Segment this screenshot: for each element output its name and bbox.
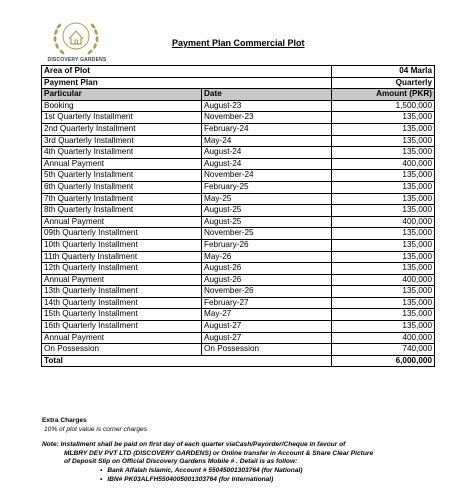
row-date: November-24 [202,170,332,182]
table-row [42,321,435,333]
row-date: February-25 [202,181,332,193]
row-particular: 2nd Quarterly Installment [42,123,202,135]
row-date: August-27 [202,332,332,344]
row-particular: 11th Quarterly Installment [42,251,202,263]
row-particular: 5th Quarterly Installment [42,170,202,182]
payment-note [42,441,452,484]
extra-charges-text: 10% of plot value is corner charges [44,425,147,433]
row-amount: 135,000 [332,297,435,309]
row-date: August-26 [202,274,332,286]
table-row [42,112,435,124]
row-particular: 09th Quarterly Installment [42,228,202,240]
row-amount: 135,000 [332,135,435,147]
row-particular: 16th Quarterly Installment [42,321,202,333]
row-date: February-26 [202,239,332,251]
row-date: May-24 [202,135,332,147]
row-particular: Annual Payment [42,274,202,286]
row-amount: 135,000 [332,193,435,205]
row-particular: 13th Quarterly Installment [42,286,202,298]
table-row [42,297,435,309]
row-date: August-24 [202,147,332,159]
row-date: August-23 [202,100,332,112]
row-particular: 3rd Quarterly Installment [42,135,202,147]
row-amount: 135,000 [332,239,435,251]
table-row [42,251,435,263]
header-particular: Particular [42,89,202,101]
row-particular: 8th Quarterly Installment [42,205,202,217]
note-line-2: MLBRY DEV PVT LTD (DISCOVERY GARDENS) or Online transfer in Account & Share Clear Picture [64,449,374,457]
row-amount: 135,000 [332,147,435,159]
table-row [42,100,435,112]
row-particular: Annual Payment [42,216,202,228]
row-amount: 135,000 [332,321,435,333]
table-row [42,228,435,240]
row-particular: 10th Quarterly Installment [42,239,202,251]
row-particular: Booking [42,100,202,112]
row-date: August-24 [202,158,332,170]
row-amount: 400,000 [332,158,435,170]
table-header-row [42,89,435,101]
row-date: November-25 [202,228,332,240]
row-date: February-24 [202,123,332,135]
plot-area-label: Area of Plot [42,66,332,78]
row-amount: 135,000 [332,286,435,298]
table-row [42,332,435,344]
row-particular: 4th Quarterly Installment [42,147,202,159]
header-date: Date [202,89,332,101]
payment-plan-value: Quarterly [332,77,435,89]
row-date: May-27 [202,309,332,321]
row-amount: 135,000 [332,170,435,182]
header-amount: Amount (PKR) [332,89,435,101]
row-date: On Possession [202,344,332,356]
table-row [42,274,435,286]
row-particular: Annual Payment [42,332,202,344]
extra-charges-heading: Extra Charges [42,417,87,424]
row-date: November-23 [202,112,332,124]
logo-caption: DISCOVERY GARDENS [47,57,107,63]
note-line-3: of Deposit Slip on Official Discovery Gardens Mobile # . Detail is as follow: [64,458,298,466]
row-amount: 400,000 [332,216,435,228]
table-row [42,216,435,228]
row-amount: 135,000 [332,251,435,263]
row-particular: 12th Quarterly Installment [42,263,202,275]
table-row [42,263,435,275]
row-date: May-26 [202,251,332,263]
row-particular: 6th Quarterly Installment [42,181,202,193]
row-date: August-27 [202,321,332,333]
plot-area-value: 04 Marla [332,66,435,78]
row-particular: 1st Quarterly Installment [42,112,202,124]
plot-area-row [42,66,435,78]
table-row [42,286,435,298]
row-date: February-27 [202,297,332,309]
row-particular: 14th Quarterly Installment [42,297,202,309]
row-amount: 135,000 [332,228,435,240]
notes-section [42,417,452,484]
row-amount: 135,000 [332,123,435,135]
table-row [42,147,435,159]
table-row [42,239,435,251]
row-date: August-26 [202,263,332,275]
payment-plan-table [41,65,435,367]
row-particular: 7th Quarterly Installment [42,193,202,205]
table-row [42,344,435,356]
row-date: August-25 [202,216,332,228]
row-amount: 135,000 [332,181,435,193]
total-row [42,355,435,367]
row-amount: 400,000 [332,332,435,344]
row-date: November-26 [202,286,332,298]
table-row [42,205,435,217]
table-row [42,123,435,135]
total-label: Total [42,355,332,367]
row-particular: On Possession [42,344,202,356]
row-particular: Annual Payment [42,158,202,170]
bank-account-national: • Bank Alfalah Islamic, Account # 55045001303764 (for National) [42,467,452,476]
payment-plan-label: Payment Plan [42,77,332,89]
payment-plan-row [42,77,435,89]
row-amount: 135,000 [332,309,435,321]
note-line-1: Note: Installment shall be paid on first day of each quarter viaCash/Payorder/Cheque in favour of [42,441,346,449]
row-amount: 135,000 [332,263,435,275]
table-row [42,170,435,182]
row-amount: 1,500,000 [332,100,435,112]
row-amount: 135,000 [332,112,435,124]
table-row [42,309,435,321]
row-date: May-25 [202,193,332,205]
table-row [42,158,435,170]
table-row [42,181,435,193]
row-amount: 135,000 [332,205,435,217]
row-amount: 400,000 [332,274,435,286]
row-amount: 740,000 [332,344,435,356]
row-particular: 15th Quarterly Installment [42,309,202,321]
row-date: August-25 [202,205,332,217]
table-row [42,135,435,147]
bank-iban-international: • IBN# PK03ALFH5504005001303764 (for International) [42,476,452,485]
total-amount: 6,000,000 [332,355,435,367]
page-title: Payment Plan Commercial Plot [172,38,305,48]
table-row [42,193,435,205]
